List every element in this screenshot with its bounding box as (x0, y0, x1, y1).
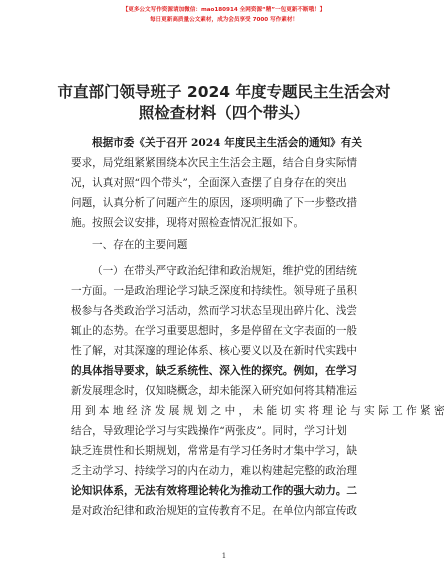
paragraph-line: 论知识体系，无法有效将理论转化为推动工作的强大动力。二 (71, 485, 358, 497)
paragraph-line: 是对政治纪律和政治规矩的宣传教育不足。在单位内部宣传政 (71, 505, 358, 517)
paragraph-line: 用 到 本 地 经 济 发 展 规 划 之 中 ， 未 能 切 实 将 理 论 与 实 际 工 作 紧 密 (71, 405, 445, 417)
document-title-line-1: 市直部门领导班子 2024 年度专题民主生活会对 (57, 83, 391, 101)
paragraph-line: 施。按照会议安排，现将对照检查情况汇报如下。 (71, 217, 305, 229)
paragraph-intro-line: 根据市委《关于召开 2024 年度民主生活会的通知》有关 (92, 137, 362, 149)
paragraph-line: 乏主动学习、持续学习的内在动力，难以构建起完整的政治理 (71, 465, 358, 477)
paragraph-line: 结合，导致理论学习与实践操作“两张皮”。同时，学习计划 (71, 425, 347, 437)
promo-banner-line-1: 【更多公文写作资源请加微信：mao180914 全网资源“精”一包更新不断哦！】 (122, 7, 326, 13)
paragraph-line: 要求，局党组紧紧围绕本次民主生活会主题，结合自身实际情 (71, 157, 358, 169)
paragraph-line: 极参与各类政治学习活动，然而学习状态呈现出碎片化、浅尝 (71, 305, 358, 317)
document-title-line-2: 照检查材料（四个带头） (138, 104, 310, 122)
paragraph-line: 缺乏连贯性和长期规划，常常是有学习任务时才集中学习，缺 (71, 445, 358, 457)
page-number: 1 (221, 552, 227, 560)
paragraph-line: 新发展理念时，仅知晓概念，却未能深入研究如何将其精准运 (71, 385, 358, 397)
paragraph-line: 性了解，对其深邃的理论体系、核心要义以及在新时代实践中 (71, 345, 358, 357)
paragraph-line: 一方面。一是政治理论学习缺乏深度和持续性。领导班子虽积 (71, 285, 358, 297)
section-heading: 一、存在的主要问题 (92, 239, 188, 251)
paragraph-line: 的具体指导要求，缺乏系统性、深入性的探究。例如，在学习 (71, 365, 358, 377)
promo-banner-line-2: 每日更新高质量公文素材，成为会员享受 7000 写作素材！ (149, 17, 299, 23)
paragraph-line: 况，认真对照“四个带头”，全面深入查摆了自身存在的突出 (71, 177, 347, 189)
paragraph-line: 问题，认真分析了问题产生的原因，逐项明确了下一步整改措 (71, 197, 358, 209)
paragraph-line: （一）在带头严守政治纪律和政治规矩，维护党的团结统 (92, 265, 357, 277)
paragraph-line: 辄止的态势。在学习重要思想时，多是停留在文字表面的一般 (71, 325, 358, 337)
